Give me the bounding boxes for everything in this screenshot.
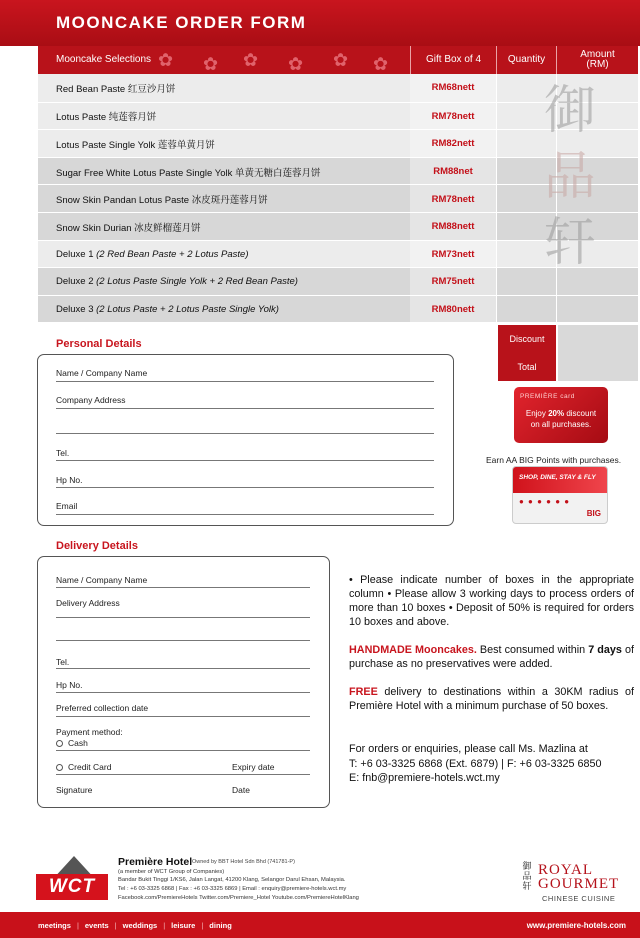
field-delivery-name: Name / Company Name — [56, 575, 148, 585]
premiere-card-line1-pre: Enjoy — [525, 409, 549, 418]
handmade-note — [349, 643, 634, 671]
field-signature: Signature — [56, 785, 93, 795]
royal-gourmet-logo — [520, 862, 640, 906]
item-name: Red Bean Paste 红豆沙月饼 — [56, 83, 176, 95]
flower-decoration-icon: ✿ — [203, 54, 219, 74]
col-header-selection: Mooncake Selections — [56, 54, 152, 65]
royal-char: 御 — [522, 862, 532, 872]
footer-link-leisure[interactable]: leisure — [171, 920, 196, 930]
field-delivery-tel: Tel. — [56, 657, 70, 667]
premiere-card-line2: on all purchases. — [530, 420, 592, 429]
field-name: Name / Company Name — [56, 368, 148, 378]
wct-logo — [36, 856, 108, 902]
page-title: MOONCAKE ORDER FORM — [56, 13, 307, 32]
hp-input[interactable] — [56, 487, 434, 488]
premiere-card-brand: PREMIÈRE card — [520, 393, 575, 400]
handmade-days: 7 days — [588, 644, 622, 656]
payment-cash-option[interactable] — [56, 738, 88, 748]
item-price: RM78nett — [410, 103, 496, 131]
footer-link-meetings[interactable]: meetings — [38, 920, 71, 930]
flower-decoration-icon: ✿ — [333, 50, 349, 70]
flower-decoration-icon: ✿ — [373, 54, 389, 74]
col-header-amount-unit: (RM) — [586, 59, 609, 70]
footer-bar — [0, 912, 640, 938]
free-label: FREE — [349, 686, 378, 698]
col-header-quantity: Quantity — [496, 46, 556, 74]
item-name: Lotus Paste 纯莲蓉月饼 — [56, 112, 157, 124]
total-label: Total — [498, 353, 556, 381]
delivery-note — [349, 685, 634, 713]
footer-social[interactable]: Facebook.com/PremiereHotels Twitter.com/Premiere_Hotel Youtube.com/PremiereHotelKlang — [118, 895, 359, 901]
amount-cell[interactable] — [556, 296, 638, 324]
email-input[interactable] — [56, 514, 434, 515]
item-price: RM78nett — [410, 185, 496, 213]
item-price: RM88nett — [410, 213, 496, 241]
address-input-2[interactable] — [56, 433, 434, 434]
total-row — [498, 353, 638, 381]
table-header — [38, 46, 638, 74]
item-price: RM73nett — [410, 241, 496, 269]
payment-credit-card-option[interactable] — [56, 762, 111, 772]
aa-card-slogan: SHOP, DINE, STAY & FLY — [519, 474, 596, 481]
field-delivery-address: Delivery Address — [56, 598, 120, 608]
royal-chinese-chars — [520, 862, 534, 892]
footer-menu: meetings | events | weddings | leisure | dining — [38, 920, 232, 930]
field-tel: Tel. — [56, 448, 70, 458]
delivery-hp-input[interactable] — [56, 692, 310, 693]
watermark-char: 品 — [543, 147, 596, 207]
item-name: Lotus Paste Single Yolk 莲蓉单黄月饼 — [56, 139, 215, 151]
field-collection-date: Preferred collection date — [56, 703, 149, 713]
personal-details-box — [37, 354, 454, 526]
payment-line — [56, 750, 310, 751]
col-header-gift-box: Gift Box of 4 — [410, 46, 496, 74]
credit-card-input[interactable] — [56, 774, 310, 775]
deluxe-detail: (2 Lotus Paste + 2 Lotus Paste Single Yolk) — [96, 304, 279, 316]
item-name — [56, 241, 410, 269]
flower-decoration-icon: ✿ — [288, 54, 304, 74]
item-name — [56, 296, 410, 324]
field-date: Date — [232, 785, 250, 795]
footer-link-dining[interactable]: dining — [209, 920, 232, 930]
item-price: RM75nett — [410, 268, 496, 296]
gourmet-text: GOURMET — [538, 876, 620, 892]
col-header-amount — [556, 46, 638, 74]
item-price: RM82nett — [410, 130, 496, 158]
handmade-mid: Best consumed within — [476, 644, 589, 656]
footer-link-weddings[interactable]: weddings — [122, 920, 158, 930]
royal-char: 轩 — [522, 882, 532, 892]
deluxe-label: Deluxe 2 — [56, 276, 94, 288]
footer-group: (a member of WCT Group of Companies) — [118, 869, 225, 875]
item-price: RM68nett — [410, 74, 496, 102]
footer-owned-by: Owned by BBT Hotel Sdn Bhd (741781-P) — [192, 859, 295, 865]
premiere-card-line1-post: discount — [564, 409, 597, 418]
wct-logo-text: WCT — [36, 874, 108, 900]
header — [0, 0, 640, 46]
col-header-amount-label: Amount — [580, 49, 615, 60]
handmade-label: HANDMADE Mooncakes. — [349, 644, 477, 656]
address-input[interactable] — [56, 408, 434, 409]
item-name: Snow Skin Pandan Lotus Paste 冰皮斑丹莲蓉月饼 — [56, 195, 268, 207]
aa-card-dots: ● ● ● ● ● ● — [519, 497, 571, 506]
item-price: RM88net — [410, 158, 496, 186]
discount-row — [498, 325, 638, 353]
footer-phones: Tel : +6 03-3325 6868 | Fax : +6 03-3325 6869 | Email : enquiry@premiere-hotels.wct.my — [118, 886, 347, 892]
delivery-tel-input[interactable] — [56, 668, 310, 669]
deluxe-detail: (2 Lotus Paste Single Yolk + 2 Red Bean Paste) — [96, 276, 298, 288]
royal-text: ROYAL — [538, 862, 594, 878]
field-company-address: Company Address — [56, 395, 126, 405]
credit-card-radio-icon[interactable] — [56, 764, 63, 771]
aa-big-card — [512, 466, 608, 524]
delivery-address-input-2[interactable] — [56, 640, 310, 641]
delivery-note-text: delivery to destinations within a 30KM radius of Première Hotel with a minimum purchase of 50 boxes. — [349, 686, 634, 712]
name-input[interactable] — [56, 381, 434, 382]
contact-line1: For orders or enquiries, please call Ms. Mazlina at — [349, 743, 588, 755]
footer-website[interactable]: www.premiere-hotels.com — [526, 920, 626, 930]
premiere-card — [514, 387, 608, 443]
deluxe-label: Deluxe 1 — [56, 248, 94, 260]
aa-card-logo: BIG — [586, 509, 601, 518]
deluxe-detail: (2 Red Bean Paste + 2 Lotus Paste) — [96, 248, 249, 260]
contact-email[interactable]: E: fnb@premiere-hotels.wct.my — [349, 772, 500, 784]
credit-card-label: Credit Card — [68, 762, 112, 772]
footer-hotel-name: Première Hotel — [118, 856, 193, 868]
contact-info — [349, 742, 639, 786]
footer-address: Bandar Bukit Tinggi 1/KS6, Jalan Langat, 41200 Klang, Selangor Darul Ehsan, Malaysia. — [118, 877, 346, 883]
delivery-name-input[interactable] — [56, 587, 310, 588]
handmade-end: of purchase as no preservatives were added. — [349, 644, 634, 670]
item-price: RM80nett — [410, 296, 496, 324]
deluxe-label: Deluxe 3 — [56, 304, 94, 316]
delivery-details-title: Delivery Details — [56, 540, 138, 552]
cash-radio-icon[interactable] — [56, 740, 63, 747]
item-name — [56, 268, 410, 296]
order-notes: • Please indicate number of boxes in the appropriate column • Please allow 3 working days to process orders of more than 10 boxes • Deposit of 50% is required for orders 10 boxes and above. — [349, 574, 634, 628]
field-payment-method: Payment method: — [56, 727, 123, 737]
collection-date-input[interactable] — [56, 716, 310, 717]
chinese-cuisine-text: CHINESE CUISINE — [542, 894, 616, 903]
premiere-card-line1 — [514, 409, 608, 418]
royal-char: 品 — [522, 872, 532, 882]
item-name: Sugar Free White Lotus Paste Single Yolk 单黄无糖白莲蓉月饼 — [56, 167, 321, 179]
quantity-cell[interactable] — [496, 296, 556, 324]
delivery-address-input[interactable] — [56, 617, 310, 618]
flower-decoration-icon: ✿ — [158, 50, 174, 70]
cash-label: Cash — [68, 738, 88, 748]
flower-decoration-icon: ✿ — [243, 50, 259, 70]
yupin-watermark — [520, 78, 620, 276]
discount-label: Discount — [498, 325, 556, 353]
personal-details-title: Personal Details — [56, 338, 142, 350]
field-expiry-date: Expiry date — [232, 762, 275, 772]
aa-earn-text: Earn AA BIG Points with purchases. — [486, 455, 622, 465]
premiere-card-discount: 20% — [548, 409, 565, 418]
footer-link-events[interactable]: events — [84, 920, 109, 930]
discount-value[interactable] — [558, 325, 638, 353]
contact-phones: T: +6 03-3325 6868 (Ext. 6879) | F: +6 03-3325 6850 — [349, 757, 602, 770]
watermark-char: 御 — [543, 81, 596, 141]
watermark-char: 轩 — [543, 213, 596, 273]
table-row — [38, 295, 638, 323]
field-hp: Hp No. — [56, 475, 83, 485]
item-name: Snow Skin Durian 冰皮鲜榴莲月饼 — [56, 222, 201, 234]
tel-input[interactable] — [56, 460, 434, 461]
field-delivery-hp: Hp No. — [56, 680, 83, 690]
field-email: Email — [56, 501, 78, 511]
total-value[interactable] — [558, 353, 638, 381]
